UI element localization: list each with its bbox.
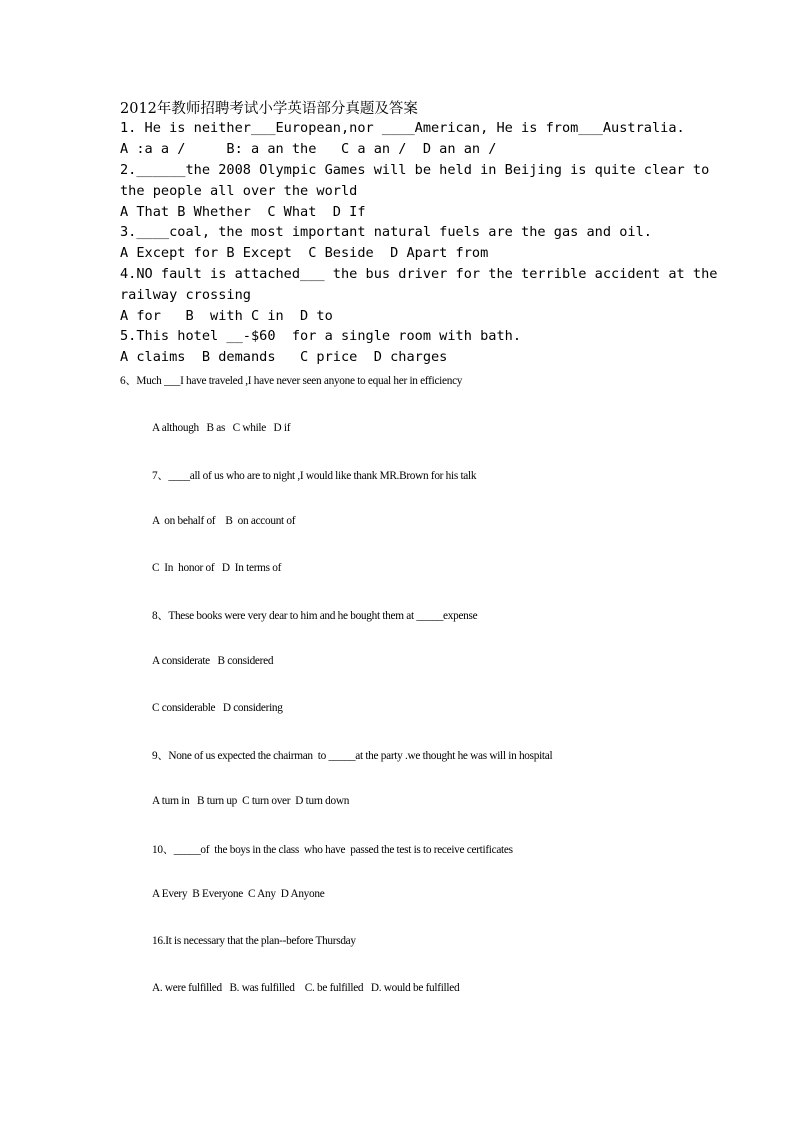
question-line: 16.It is necessary that the plan--before Thursday <box>152 935 356 947</box>
text-line: 4.NO fault is attached___ the bus driver for the terrible accident at the <box>120 266 718 282</box>
options-line: A on behalf of B on account of <box>152 515 296 527</box>
text-line: the people all over the world <box>120 183 358 199</box>
options-line: C In honor of D In terms of <box>152 562 282 574</box>
options-line: C considerable D considering <box>152 702 283 714</box>
text-line: A for B with C in D to <box>120 308 333 324</box>
text-line: 1. He is neither___European,nor ____American, He is from___Australia. <box>120 120 685 136</box>
options-line: A Every B Everyone C Any D Anyone <box>152 888 325 900</box>
text-line: railway crossing <box>120 287 251 303</box>
options-line: A although B as C while D if <box>152 422 291 434</box>
question-line: 9、None of us expected the chairman to _____at the party .we thought he was will in hospital <box>152 750 553 762</box>
options-line: A. were fulfilled B. was fulfilled C. be fulfilled D. would be fulfilled <box>152 982 460 994</box>
question-6: 6、Much ___I have traveled ,I have never seen anyone to equal her in efficiency <box>120 375 463 387</box>
document-title: 2012年教师招聘考试小学英语部分真题及答案 <box>120 101 418 117</box>
text-line: A claims B demands C price D charges <box>120 349 448 365</box>
text-line: 3.____coal, the most important natural fuels are the gas and oil. <box>120 224 652 240</box>
text-line: A :a a / B: a an the C a an / D an an / <box>120 141 497 157</box>
question-line: 10、_____of the boys in the class who have passed the test is to receive certificates <box>152 844 513 856</box>
text-line: 2.______the 2008 Olympic Games will be held in Beijing is quite clear to <box>120 162 710 178</box>
question-line: 7、____all of us who are to night ,I would like thank MR.Brown for his talk <box>152 470 477 482</box>
text-line: A Except for B Except C Beside D Apart from <box>120 245 489 261</box>
text-line: 5.This hotel __-$60 for a single room with bath. <box>120 328 522 344</box>
question-line: 8、These books were very dear to him and he bought them at _____expense <box>152 610 478 622</box>
options-line: A considerate B considered <box>152 655 274 667</box>
text-line: A That B Whether C What D If <box>120 204 366 220</box>
options-line: A turn in B turn up C turn over D turn down <box>152 795 350 807</box>
